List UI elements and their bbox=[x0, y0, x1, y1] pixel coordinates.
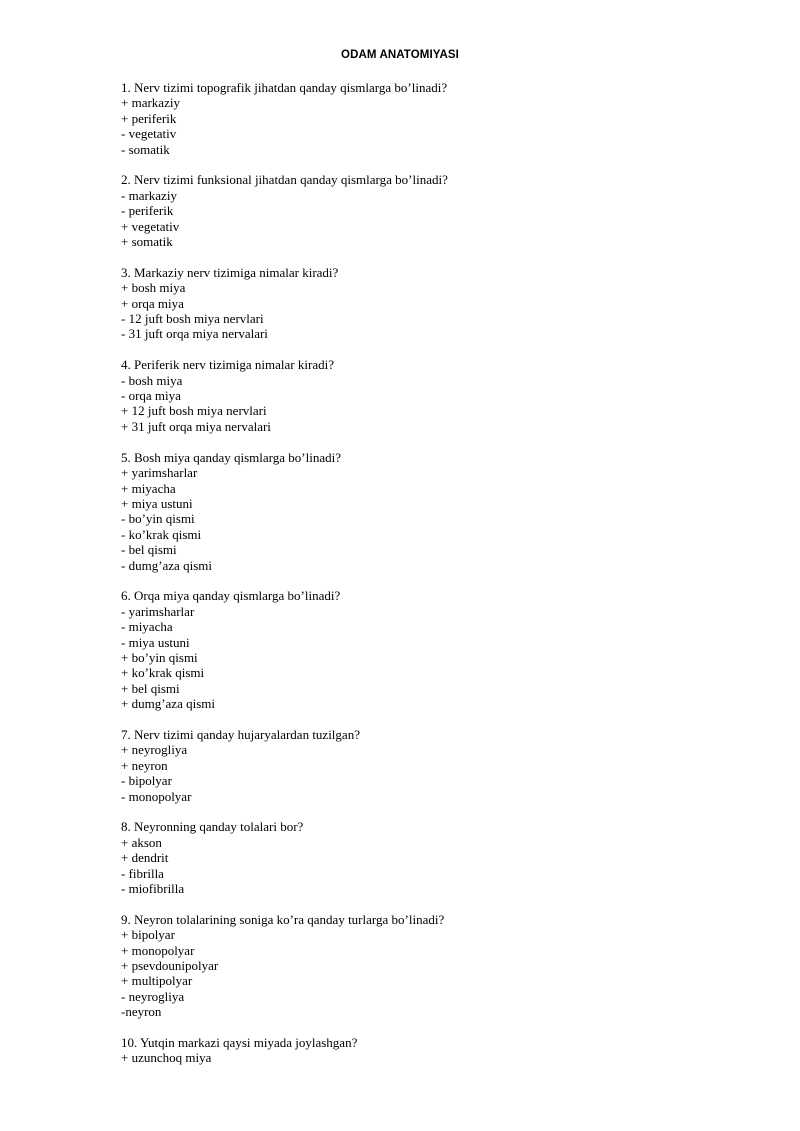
answer-option: - miofibrilla bbox=[121, 881, 185, 897]
answer-option: -neyron bbox=[121, 1004, 162, 1020]
answer-option: - bel qismi bbox=[121, 542, 177, 558]
answer-option: - bo’yin qismi bbox=[121, 511, 195, 527]
answer-option: - yarimsharlar bbox=[121, 603, 195, 619]
answer-option: + bosh miya bbox=[121, 280, 186, 296]
answer-option: + markaziy bbox=[121, 95, 180, 111]
answer-option: + periferik bbox=[121, 110, 177, 126]
question-block bbox=[121, 588, 741, 711]
answer-option: - dumg’aza qismi bbox=[121, 557, 212, 573]
question-block bbox=[121, 819, 741, 896]
answer-option: + 31 juft orqa miya nervalari bbox=[121, 418, 271, 434]
answer-option: - monopolyar bbox=[121, 788, 192, 804]
question-block bbox=[121, 450, 741, 573]
answer-option: + miyacha bbox=[121, 480, 176, 496]
question-block bbox=[121, 80, 741, 157]
answer-option: + bipolyar bbox=[121, 927, 175, 943]
question-text: 8. Neyronning qanday tolalari bor? bbox=[121, 819, 304, 835]
answer-option: - orqa miya bbox=[121, 388, 181, 404]
answer-option: - miya ustuni bbox=[121, 634, 190, 650]
question-text: 6. Orqa miya qanday qismlarga bo’linadi? bbox=[121, 588, 341, 604]
question-text: 7. Nerv tizimi qanday hujaryalardan tuzilgan? bbox=[121, 726, 360, 742]
answer-option: - bosh miya bbox=[121, 372, 183, 388]
question-block bbox=[121, 172, 741, 249]
answer-option: - neyrogliya bbox=[121, 988, 185, 1004]
answer-option: - somatik bbox=[121, 141, 170, 157]
answer-option: - miyacha bbox=[121, 619, 173, 635]
question-text: 1. Nerv tizimi topografik jihatdan qanday qismlarga bo’linadi? bbox=[121, 80, 448, 95]
answer-option: + vegetativ bbox=[121, 218, 180, 234]
answer-option: - vegetativ bbox=[121, 126, 177, 142]
question-text: 3. Markaziy nerv tizimiga nimalar kiradi? bbox=[121, 264, 339, 280]
question-text: 4. Periferik nerv tizimiga nimalar kiradi? bbox=[121, 357, 334, 373]
question-text: 2. Nerv tizimi funksional jihatdan qanday qismlarga bo’linadi? bbox=[121, 172, 448, 188]
answer-option: - 12 juft bosh miya nervlari bbox=[121, 311, 264, 327]
answer-option: + orqa miya bbox=[121, 295, 184, 311]
answer-option: + somatik bbox=[121, 234, 173, 250]
answer-option: + miya ustuni bbox=[121, 495, 193, 511]
question-block bbox=[121, 912, 741, 1020]
answer-option: + bo’yin qismi bbox=[121, 649, 198, 665]
answer-option: + ko’krak qismi bbox=[121, 665, 205, 681]
answer-option: + dumg’aza qismi bbox=[121, 696, 215, 712]
answer-option: + monopolyar bbox=[121, 942, 195, 958]
answer-option: - bipolyar bbox=[121, 773, 172, 789]
answer-option: + neyron bbox=[121, 757, 168, 773]
answer-option: - periferik bbox=[121, 203, 174, 219]
answer-option: + neyrogliya bbox=[121, 742, 188, 758]
question-text: 5. Bosh miya qanday qismlarga bo’linadi? bbox=[121, 449, 341, 465]
answer-option: + 12 juft bosh miya nervlari bbox=[121, 403, 267, 419]
answer-option: + psevdounipolyar bbox=[121, 958, 219, 974]
question-text: 9. Neyron tolalarining soniga ko’ra qanday turlarga bo’linadi? bbox=[121, 911, 445, 927]
answer-option: - fibrilla bbox=[121, 865, 164, 881]
question-list bbox=[121, 80, 741, 1081]
answer-option: + yarimsharlar bbox=[121, 465, 198, 481]
answer-option: + dendrit bbox=[121, 850, 169, 866]
question-block bbox=[121, 265, 741, 342]
answer-option: + uzunchoq miya bbox=[121, 1050, 212, 1066]
answer-option: + multipolyar bbox=[121, 973, 193, 989]
question-block bbox=[121, 1035, 741, 1066]
question-text: 10. Yutqin markazi qaysi miyada joylashgan? bbox=[121, 1035, 358, 1051]
answer-option: + akson bbox=[121, 834, 162, 850]
answer-option: - 31 juft orqa miya nervalari bbox=[121, 326, 268, 342]
answer-option: + bel qismi bbox=[121, 680, 180, 696]
document-title: ODAM ANATOMIYASI bbox=[341, 49, 459, 61]
answer-option: - ko’krak qismi bbox=[121, 526, 202, 542]
answer-option: - markaziy bbox=[121, 187, 177, 203]
question-block bbox=[121, 357, 741, 434]
question-block bbox=[121, 727, 741, 804]
